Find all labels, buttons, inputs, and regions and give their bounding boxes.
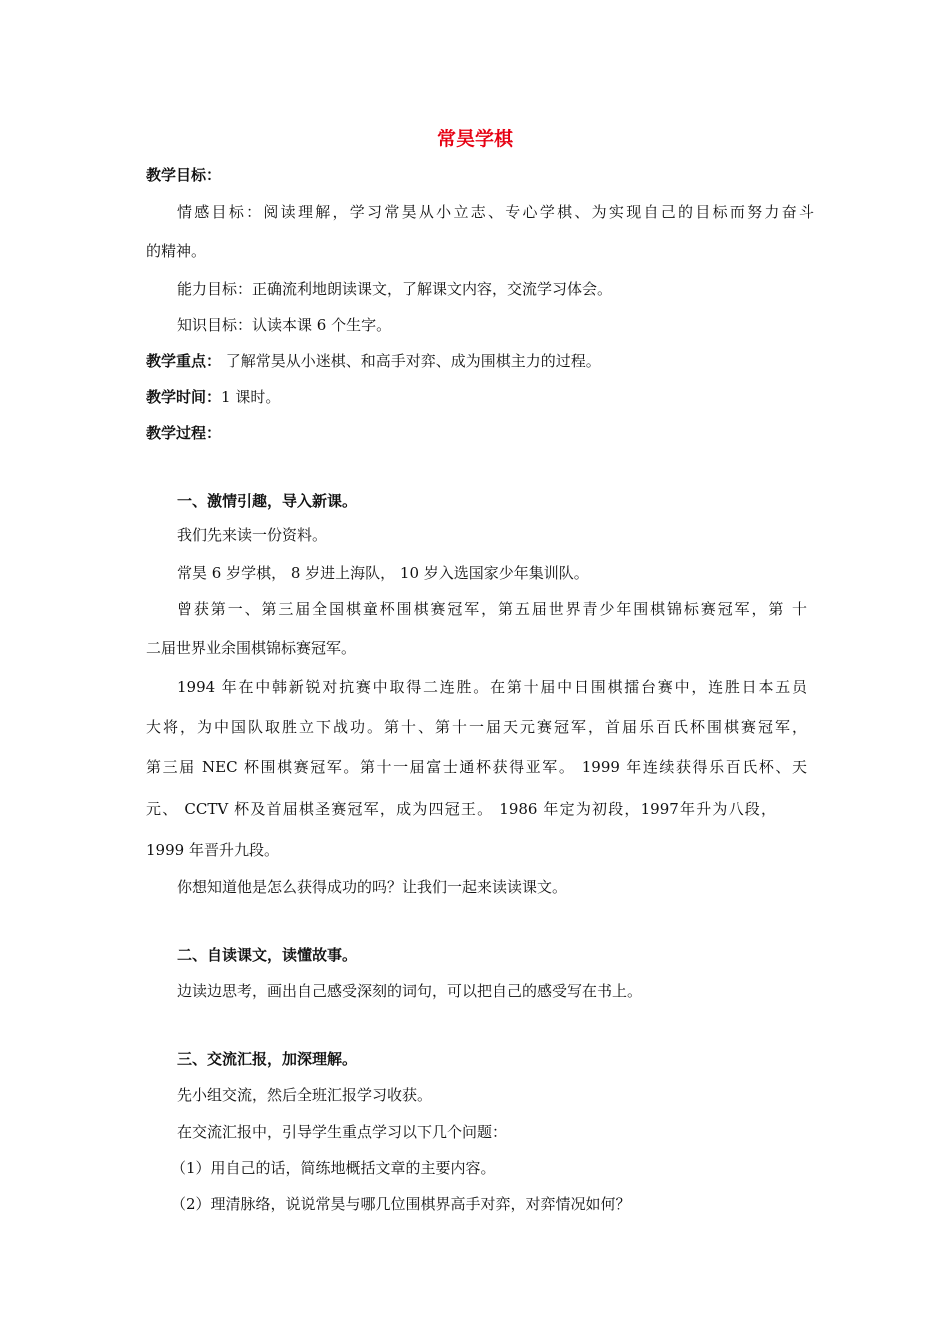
section-1-paragraph-2: 常昊 6 岁学棋， 8 岁进上海队， 10 岁入选国家少年集训队。 — [177, 564, 589, 582]
document-title: 常昊学棋 — [436, 128, 513, 150]
teaching-focus-text: 了解常昊从小迷棋、和高手对弈、成为围棋主力的过程。 — [221, 352, 601, 370]
section-2-heading: 二、自读课文，读懂故事。 — [177, 946, 358, 964]
section-3-question-1: （1）用自己的话，简练地概括文章的主要内容。 — [171, 1159, 496, 1177]
section-1-paragraph-4-line-2: 大将，为中国队取胜立下战功。第十、第十一届天元赛冠军，首届乐百氏杯围棋赛冠军， — [146, 718, 807, 736]
teaching-process-label: 教学过程： — [146, 424, 222, 442]
section-1-paragraph-1: 我们先来读一份资料。 — [177, 526, 328, 544]
section-1-paragraph-4-line-5: 1999 年晋升九段。 — [146, 841, 279, 859]
emotion-objective-line-2: 的精神。 — [146, 242, 207, 260]
section-1-paragraph-4-line-1: 1994 年在中韩新锐对抗赛中取得二连胜。在第十届中日围棋擂台赛中，连胜日本五员 — [177, 678, 807, 696]
section-3-heading: 三、交流汇报，加深理解。 — [177, 1050, 358, 1068]
ability-objective: 能力目标：正确流利地朗读课文，了解课文内容，交流学习体会。 — [177, 280, 613, 298]
teaching-focus-label: 教学重点： — [146, 352, 222, 370]
objectives-label: 教学目标： — [146, 166, 222, 184]
section-3-question-2: （2）理清脉络，说说常昊与哪几位围棋界高手对弈，对弈情况如何？ — [171, 1195, 631, 1213]
teaching-time — [146, 386, 814, 407]
teaching-focus — [146, 350, 814, 371]
section-3-paragraph-2: 在交流汇报中，引导学生重点学习以下几个问题： — [177, 1123, 508, 1141]
section-1-paragraph-3-line-1: 曾获第一、第三届全国棋童杯围棋赛冠军，第五届世界青少年围棋锦标赛冠军，第 十 — [177, 600, 807, 618]
section-1-heading: 一、激情引趣，导入新课。 — [177, 492, 358, 510]
section-2-paragraph-1: 边读边思考，画出自己感受深刻的词句，可以把自己的感受写在书上。 — [177, 982, 643, 1000]
section-1-paragraph-5: 你想知道他是怎么获得成功的吗？让我们一起来读读课文。 — [177, 878, 568, 896]
teaching-time-text: 1 课时。 — [221, 388, 281, 406]
teaching-time-label: 教学时间： — [146, 388, 222, 406]
emotion-objective-line-1: 情感目标：阅读理解，学习常昊从小立志、专心学棋、为实现自己的目标而努力奋斗 — [177, 203, 814, 221]
section-1-paragraph-3-line-2: 二届世界业余围棋锦标赛冠军。 — [146, 639, 357, 657]
knowledge-objective: 知识目标：认读本课 6 个生字。 — [177, 316, 392, 334]
section-1-paragraph-4-line-4: 元、 CCTV 杯及首届棋圣赛冠军，成为四冠王。 1986 年定为初段，1997年升为八段， — [146, 800, 776, 818]
section-1-paragraph-4-line-3: 第三届 NEC 杯围棋赛冠军。第十一届富士通杯获得亚军。 1999 年连续获得乐百氏杯、天 — [146, 758, 807, 776]
section-3-paragraph-1: 先小组交流，然后全班汇报学习收获。 — [177, 1086, 433, 1104]
